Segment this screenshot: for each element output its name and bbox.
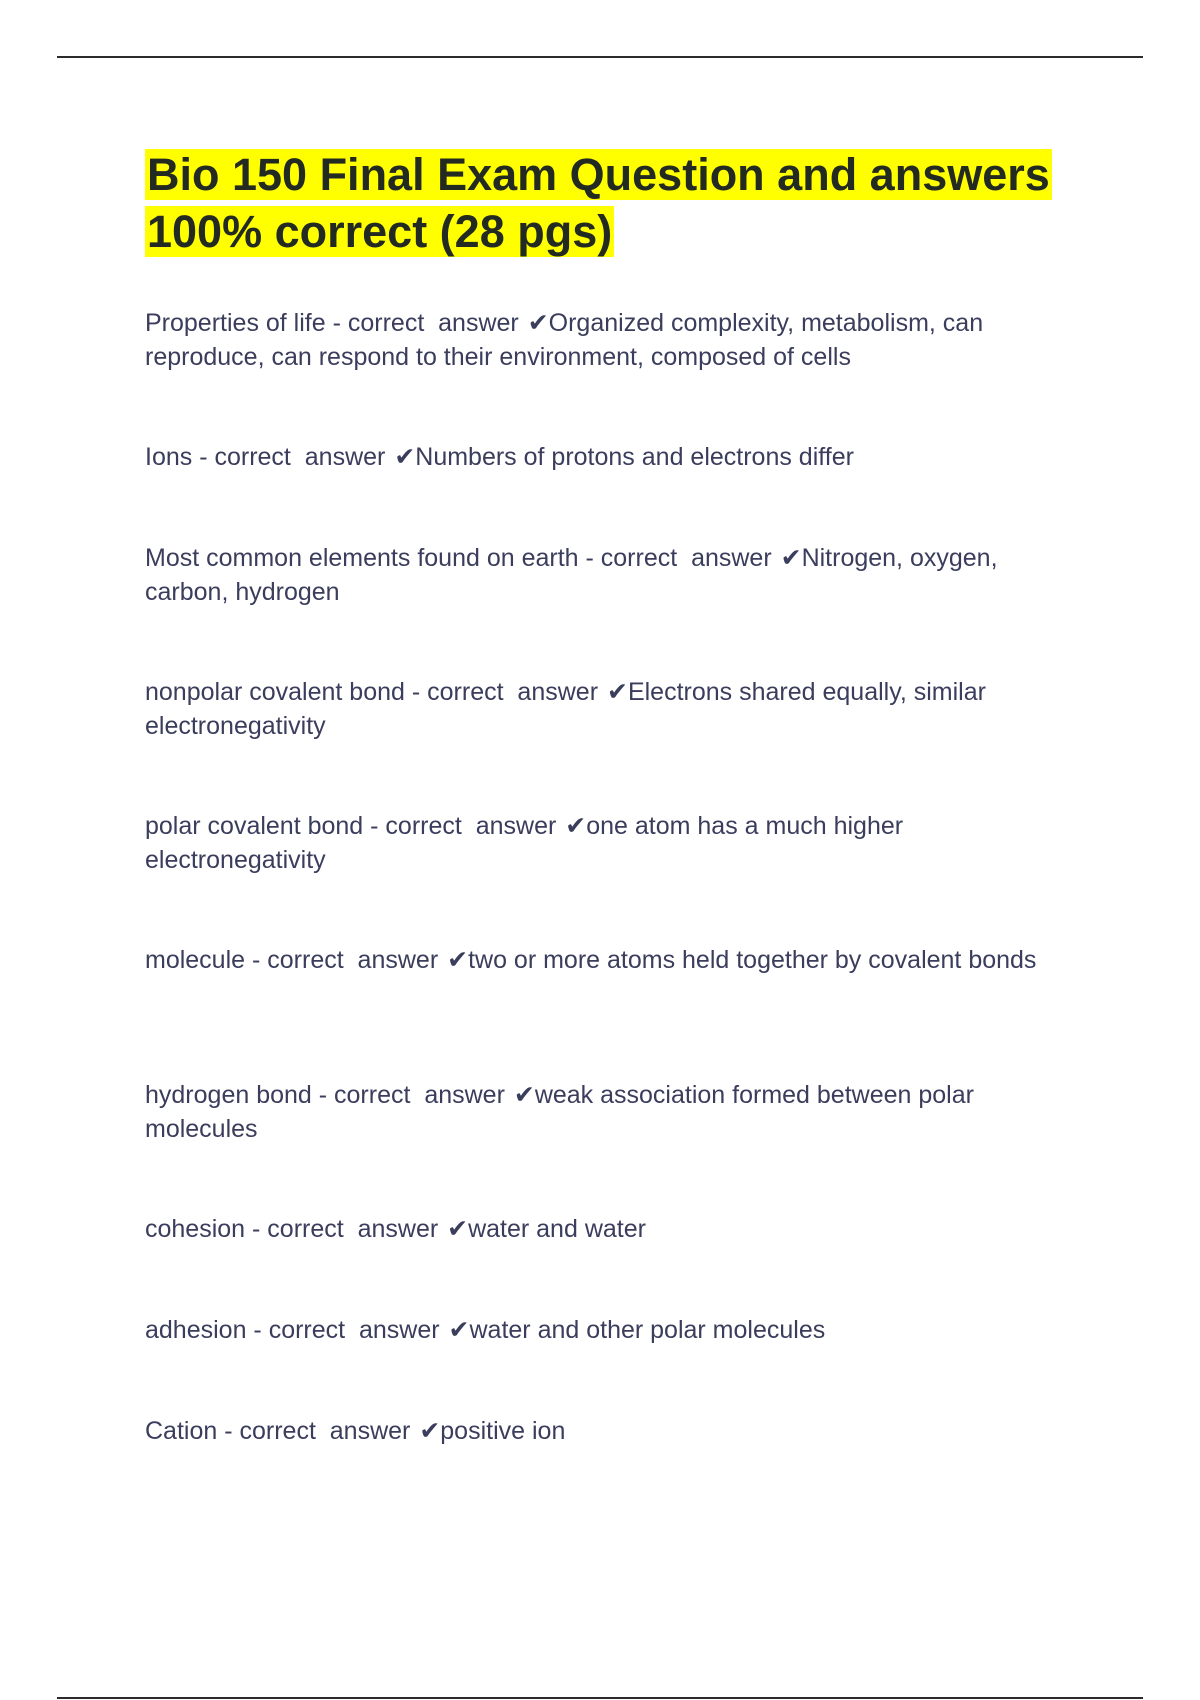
- bottom-rule: [57, 1697, 1143, 1699]
- qa-answer: water and water: [468, 1215, 646, 1243]
- qa-term: polar covalent bond - correct answer: [145, 812, 564, 840]
- qa-answer: Nitrogen, oxygen, carbon, hydrogen: [145, 544, 1005, 606]
- qa-item-polar-covalent-bond: [145, 809, 1085, 877]
- checkmark-icon: ✔: [606, 678, 628, 706]
- qa-term: molecule - correct answer: [145, 946, 446, 974]
- qa-item-cation: [145, 1414, 1085, 1448]
- document-title: [145, 146, 1085, 260]
- top-rule: [57, 56, 1143, 58]
- title-block: [145, 146, 1085, 260]
- qa-term: Cation - correct answer: [145, 1417, 418, 1445]
- qa-item-cohesion: [145, 1212, 1085, 1246]
- qa-item-nonpolar-covalent-bond: [145, 675, 1085, 743]
- qa-answer: Organized complexity, metabolism, can reproduce, can respond to their environment, composed of cells: [145, 309, 991, 371]
- qa-answer: water and other polar molecules: [469, 1316, 826, 1344]
- checkmark-icon: ✔: [780, 544, 802, 572]
- checkmark-icon: ✔: [447, 946, 469, 974]
- qa-answer: one atom has a much higher electronegativity: [145, 812, 911, 874]
- qa-item-hydrogen-bond: [145, 1078, 1085, 1146]
- qa-item-properties-of-life: [145, 306, 1085, 374]
- qa-item-molecule: [145, 943, 1085, 977]
- qa-answer: two or more atoms held together by covalent bonds: [468, 946, 1037, 974]
- checkmark-icon: ✔: [513, 1081, 535, 1109]
- checkmark-icon: ✔: [565, 812, 587, 840]
- qa-term: adhesion - correct answer: [145, 1316, 447, 1344]
- qa-item-adhesion: [145, 1313, 1085, 1347]
- qa-answer: weak association formed between polar molecules: [145, 1081, 981, 1143]
- checkmark-icon: ✔: [448, 1316, 470, 1344]
- qa-term: Properties of life - correct answer: [145, 309, 526, 337]
- checkmark-icon: ✔: [447, 1215, 469, 1243]
- qa-answer: Electrons shared equally, similar electronegativity: [145, 678, 993, 740]
- qa-term: Most common elements found on earth - correct answer: [145, 544, 779, 572]
- qa-term: hydrogen bond - correct answer: [145, 1081, 512, 1109]
- qa-answer: Numbers of protons and electrons differ: [415, 443, 854, 471]
- qa-item-common-elements: [145, 541, 1085, 609]
- qa-term: cohesion - correct answer: [145, 1215, 446, 1243]
- qa-item-ions: [145, 440, 1085, 474]
- qa-answer: positive ion: [440, 1417, 566, 1445]
- qa-term: Ions - correct answer: [145, 443, 393, 471]
- qa-term: nonpolar covalent bond - correct answer: [145, 678, 605, 706]
- title-highlight: Bio 150 Final Exam Question and answers 100% correct (28 pgs): [147, 149, 1050, 257]
- checkmark-icon: ✔: [394, 443, 416, 471]
- checkmark-icon: ✔: [527, 309, 549, 337]
- checkmark-icon: ✔: [419, 1417, 441, 1445]
